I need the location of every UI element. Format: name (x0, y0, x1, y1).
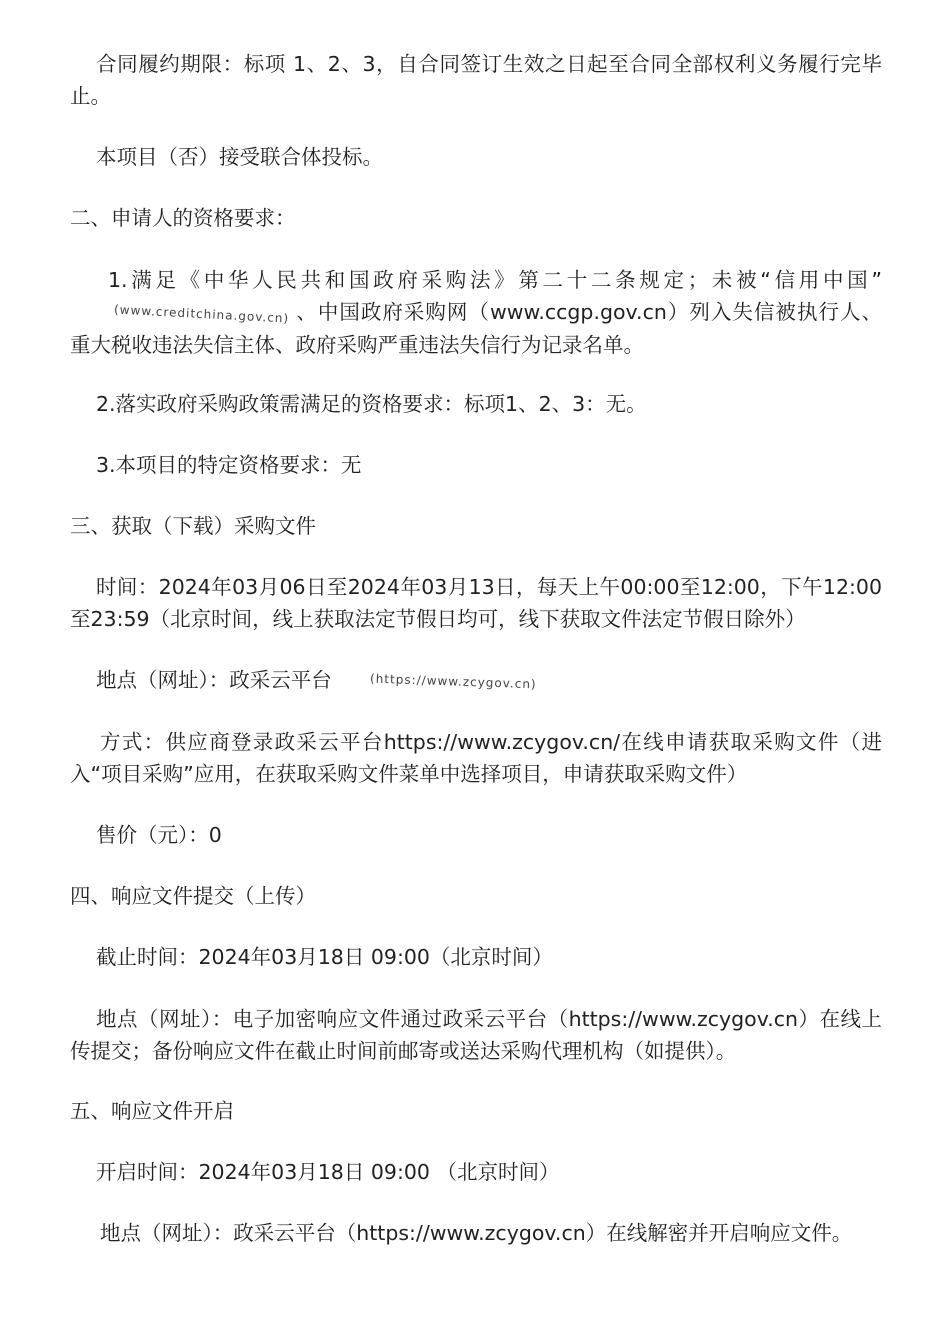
opening-time-paragraph: 开启时间：2024年03月18日 09:00 （北京时间） (96, 1160, 560, 1184)
section-heading-obtain-documents: 三、获取（下载）采购文件 (70, 514, 316, 538)
section-heading-submission: 四、响应文件提交（上传） (70, 884, 316, 908)
qualification-item-1-text-b: 、中国政府采购网（www.ccgp.gov.cn）列入失信被执行人、重大税收违法失信主体、政府采购严重违法失信行为记录名单。 (70, 300, 882, 357)
section-heading-opening: 五、响应文件开启 (70, 1099, 234, 1123)
zcygov-faint-link: (https://www.zcygov.cn) (369, 671, 537, 692)
obtain-location-text: 地点（网址）：政采云平台 (96, 668, 332, 692)
consortium-paragraph: 本项目（否）接受联合体投标。 (96, 145, 383, 169)
submission-location-paragraph: 地点（网址）：电子加密响应文件通过政采云平台（https://www.zcygov.cn）在线上传提交；备份响应文件在截止时间前邮寄或送达采购代理机构（如提供）。 (70, 1007, 882, 1063)
price-paragraph: 售价（元）：0 (96, 823, 222, 847)
contract-period-paragraph: 合同履约期限：标项 1、2、3，自合同签订生效之日起至合同全部权利义务履行完毕止。 (70, 52, 882, 108)
opening-location-paragraph: 地点（网址）：政采云平台（https://www.zcygov.cn）在线解密并开启响应文件。 (100, 1221, 853, 1245)
creditchina-faint-link: (www.creditchina.gov.cn) (113, 302, 290, 326)
obtain-time-paragraph: 时间：2024年03月06日至2024年03月13日，每天上午00:00至12:00，下午12:00至23:59（北京时间，线上获取法定节假日均可，线下获取文件法定节假日除外） (70, 575, 882, 631)
qualification-item-1 (70, 264, 882, 361)
submission-deadline-paragraph: 截止时间：2024年03月18日 09:00（北京时间） (96, 945, 553, 969)
obtain-method-paragraph: 方式：供应商登录政采云平台https://www.zcygov.cn/在线申请获取采购文件（进入“项目采购”应用，在获取采购文件菜单中选择项目，申请获取采购文件） (70, 730, 882, 786)
qualification-item-3: 3.本项目的特定资格要求：无 (96, 453, 362, 477)
section-heading-qualifications: 二、申请人的资格要求： (70, 206, 296, 230)
qualification-item-2: 2.落实政府采购政策需满足的资格要求：标项1、2、3：无。 (96, 392, 647, 416)
obtain-location-paragraph (70, 664, 882, 697)
qualification-item-1-text-a: 1.满足《中华人民共和国政府采购法》第二十二条规定；未被“信用中国” (108, 268, 882, 292)
